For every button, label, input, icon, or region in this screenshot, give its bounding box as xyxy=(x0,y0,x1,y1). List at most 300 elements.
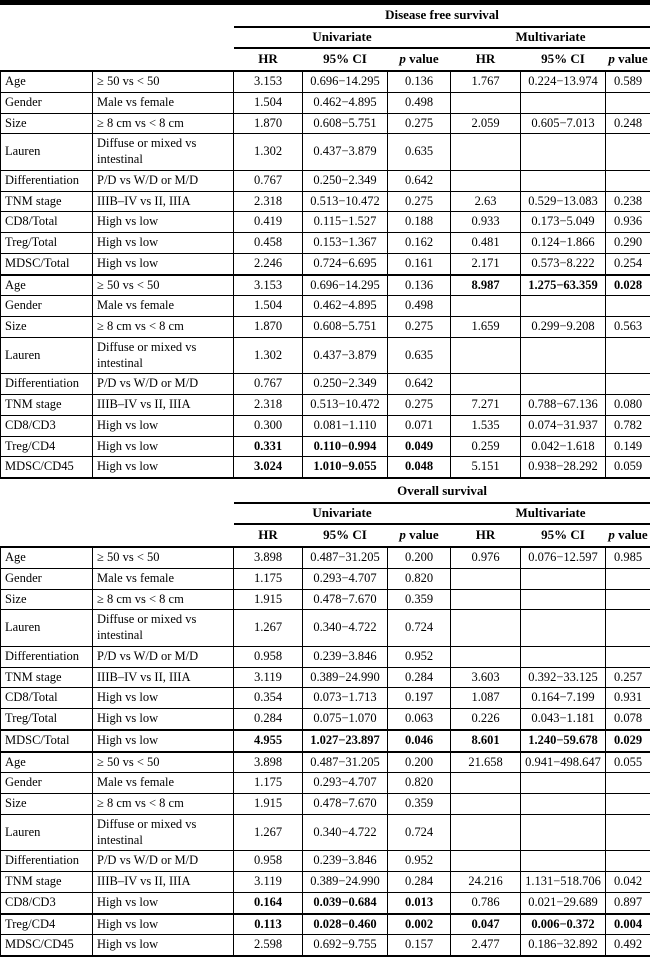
multivariate-ci-cell: 0.042−1.618 xyxy=(521,436,606,457)
univariate-ci-cell: 0.478−7.670 xyxy=(303,794,388,815)
univariate-pvalue-cell: 0.284 xyxy=(388,667,451,688)
univariate-ci-cell: 0.608−5.751 xyxy=(303,317,388,338)
disease-free-survival-table xyxy=(0,5,650,479)
multivariate-ci-cell: 0.529−13.083 xyxy=(521,191,606,212)
header-spacer xyxy=(1,48,234,71)
univariate-ci-cell: 0.153−1.367 xyxy=(303,233,388,254)
univariate-pvalue-cell: 0.952 xyxy=(388,851,451,872)
table-row xyxy=(1,892,650,913)
column-header-row xyxy=(1,524,650,547)
univariate-pvalue-cell: 0.197 xyxy=(388,688,451,709)
univariate-pvalue-cell: 0.002 xyxy=(388,914,451,935)
univariate-ci-cell: 0.513−10.472 xyxy=(303,191,388,212)
factor-cell: Age xyxy=(1,275,93,296)
univariate-pvalue-header xyxy=(388,524,451,547)
table-row xyxy=(1,457,650,478)
multivariate-ci-cell xyxy=(521,296,606,317)
univariate-ci-cell: 0.250−2.349 xyxy=(303,170,388,191)
univariate-ci-cell: 0.724−6.695 xyxy=(303,253,388,274)
multivariate-hr-header: HR xyxy=(451,524,521,547)
univariate-hr-cell: 0.419 xyxy=(234,212,303,233)
multivariate-pvalue-cell: 0.004 xyxy=(606,914,650,935)
header-spacer xyxy=(1,524,234,547)
univariate-hr-cell: 0.958 xyxy=(234,851,303,872)
multivariate-pvalue-cell xyxy=(606,296,650,317)
multivariate-ci-cell: 0.938−28.292 xyxy=(521,457,606,478)
comparison-cell: ≥ 8 cm vs < 8 cm xyxy=(93,317,234,338)
table-row xyxy=(1,191,650,212)
univariate-ci-cell: 0.293−4.707 xyxy=(303,773,388,794)
table-row xyxy=(1,547,650,568)
multivariate-hr-cell xyxy=(451,589,521,610)
factor-cell: Lauren xyxy=(1,134,93,171)
univariate-hr-cell: 1.267 xyxy=(234,610,303,647)
table-row xyxy=(1,667,650,688)
multivariate-hr-cell: 24.216 xyxy=(451,872,521,893)
multivariate-hr-cell: 5.151 xyxy=(451,457,521,478)
univariate-ci-cell: 0.081−1.110 xyxy=(303,415,388,436)
multivariate-hr-cell xyxy=(451,170,521,191)
comparison-cell: ≥ 8 cm vs < 8 cm xyxy=(93,113,234,134)
multivariate-hr-cell: 2.171 xyxy=(451,253,521,274)
multivariate-pvalue-cell: 0.782 xyxy=(606,415,650,436)
univariate-pvalue-cell: 0.642 xyxy=(388,374,451,395)
table-row xyxy=(1,935,650,956)
multivariate-ci-cell xyxy=(521,134,606,171)
column-header-row xyxy=(1,48,650,71)
univariate-pvalue-cell: 0.635 xyxy=(388,134,451,171)
univariate-pvalue-cell: 0.498 xyxy=(388,296,451,317)
multivariate-group-header: Multivariate xyxy=(451,27,650,48)
comparison-cell: High vs low xyxy=(93,436,234,457)
multivariate-pvalue-cell: 0.078 xyxy=(606,709,650,730)
univariate-hr-cell: 1.915 xyxy=(234,589,303,610)
multivariate-ci-header: 95% CI xyxy=(521,524,606,547)
multivariate-hr-cell: 0.976 xyxy=(451,547,521,568)
factor-cell: MDSC/CD45 xyxy=(1,935,93,956)
univariate-ci-cell: 0.692−9.755 xyxy=(303,935,388,956)
table-row xyxy=(1,730,650,752)
univariate-ci-cell: 0.389−24.990 xyxy=(303,872,388,893)
table-row xyxy=(1,170,650,191)
comparison-cell: High vs low xyxy=(93,935,234,956)
multivariate-ci-cell: 0.605−7.013 xyxy=(521,113,606,134)
factor-cell: Gender xyxy=(1,92,93,113)
comparison-cell: IIIB–IV vs II, IIIA xyxy=(93,872,234,893)
comparison-cell: Diffuse or mixed vs intestinal xyxy=(93,337,234,374)
factor-cell: CD8/CD3 xyxy=(1,415,93,436)
factor-cell: TNM stage xyxy=(1,667,93,688)
univariate-ci-cell: 1.010−9.055 xyxy=(303,457,388,478)
p-symbol: p xyxy=(399,51,406,66)
univariate-pvalue-cell: 0.063 xyxy=(388,709,451,730)
p-word: value xyxy=(618,51,648,66)
comparison-cell: High vs low xyxy=(93,914,234,935)
univariate-group-header: Univariate xyxy=(234,27,451,48)
multivariate-pvalue-cell: 0.028 xyxy=(606,275,650,296)
comparison-cell: High vs low xyxy=(93,233,234,254)
table-row xyxy=(1,374,650,395)
univariate-ci-cell: 0.250−2.349 xyxy=(303,374,388,395)
univariate-hr-cell: 3.153 xyxy=(234,71,303,92)
univariate-ci-cell: 0.696−14.295 xyxy=(303,275,388,296)
header-spacer xyxy=(1,503,234,524)
multivariate-ci-cell xyxy=(521,794,606,815)
univariate-ci-cell: 0.487−31.205 xyxy=(303,752,388,773)
comparison-cell: IIIB–IV vs II, IIIA xyxy=(93,667,234,688)
multivariate-ci-cell xyxy=(521,814,606,851)
multivariate-pvalue-header xyxy=(606,48,650,71)
comparison-cell: Diffuse or mixed vs intestinal xyxy=(93,814,234,851)
comparison-cell: Diffuse or mixed vs intestinal xyxy=(93,134,234,171)
factor-cell: Age xyxy=(1,547,93,568)
univariate-hr-cell: 3.024 xyxy=(234,457,303,478)
univariate-pvalue-cell: 0.820 xyxy=(388,568,451,589)
multivariate-hr-cell: 2.477 xyxy=(451,935,521,956)
multivariate-hr-cell: 8.601 xyxy=(451,730,521,752)
p-word: value xyxy=(409,51,439,66)
comparison-cell: IIIB–IV vs II, IIIA xyxy=(93,395,234,416)
multivariate-hr-cell xyxy=(451,296,521,317)
table-row xyxy=(1,92,650,113)
comparison-cell: ≥ 8 cm vs < 8 cm xyxy=(93,794,234,815)
factor-cell: MDSC/Total xyxy=(1,730,93,752)
univariate-pvalue-cell: 0.275 xyxy=(388,113,451,134)
univariate-hr-cell: 1.870 xyxy=(234,317,303,338)
univariate-pvalue-cell: 0.642 xyxy=(388,170,451,191)
comparison-cell: ≥ 50 vs < 50 xyxy=(93,547,234,568)
univariate-hr-cell: 0.354 xyxy=(234,688,303,709)
multivariate-ci-cell xyxy=(521,646,606,667)
univariate-pvalue-cell: 0.284 xyxy=(388,872,451,893)
factor-cell: Lauren xyxy=(1,337,93,374)
table-row xyxy=(1,794,650,815)
multivariate-hr-header: HR xyxy=(451,48,521,71)
univariate-pvalue-cell: 0.188 xyxy=(388,212,451,233)
table-row xyxy=(1,317,650,338)
table-row xyxy=(1,337,650,374)
univariate-hr-cell: 2.318 xyxy=(234,395,303,416)
p-symbol: p xyxy=(608,51,615,66)
disease-free-survival-body xyxy=(1,71,650,478)
comparison-cell: ≥ 50 vs < 50 xyxy=(93,752,234,773)
univariate-pvalue-cell: 0.275 xyxy=(388,191,451,212)
factor-cell: Lauren xyxy=(1,610,93,647)
header-spacer xyxy=(1,5,234,27)
multivariate-hr-cell xyxy=(451,374,521,395)
header-spacer xyxy=(1,481,234,503)
table-title-row xyxy=(1,5,650,27)
multivariate-ci-cell: 0.006−0.372 xyxy=(521,914,606,935)
univariate-hr-cell: 1.504 xyxy=(234,296,303,317)
multivariate-hr-cell: 8.987 xyxy=(451,275,521,296)
multivariate-ci-cell: 0.299−9.208 xyxy=(521,317,606,338)
table-row xyxy=(1,814,650,851)
univariate-ci-cell: 0.340−4.722 xyxy=(303,610,388,647)
univariate-ci-cell: 0.075−1.070 xyxy=(303,709,388,730)
comparison-cell: Diffuse or mixed vs intestinal xyxy=(93,610,234,647)
comparison-cell: High vs low xyxy=(93,253,234,274)
univariate-ci-cell: 0.696−14.295 xyxy=(303,71,388,92)
factor-cell: MDSC/Total xyxy=(1,253,93,274)
multivariate-ci-cell: 1.131−518.706 xyxy=(521,872,606,893)
header-spacer xyxy=(1,27,234,48)
multivariate-pvalue-cell: 0.492 xyxy=(606,935,650,956)
univariate-hr-cell: 3.153 xyxy=(234,275,303,296)
multivariate-ci-cell xyxy=(521,773,606,794)
factor-cell: MDSC/CD45 xyxy=(1,457,93,478)
univariate-hr-cell: 1.175 xyxy=(234,773,303,794)
multivariate-pvalue-cell xyxy=(606,92,650,113)
factor-cell: Differentiation xyxy=(1,170,93,191)
univariate-hr-cell: 1.504 xyxy=(234,92,303,113)
univariate-pvalue-cell: 0.013 xyxy=(388,892,451,913)
multivariate-pvalue-cell xyxy=(606,773,650,794)
multivariate-pvalue-cell: 0.589 xyxy=(606,71,650,92)
multivariate-ci-cell xyxy=(521,568,606,589)
multivariate-hr-cell: 0.481 xyxy=(451,233,521,254)
comparison-cell: P/D vs W/D or M/D xyxy=(93,170,234,191)
univariate-ci-cell: 0.239−3.846 xyxy=(303,646,388,667)
table-row xyxy=(1,212,650,233)
factor-cell: Size xyxy=(1,794,93,815)
table-row xyxy=(1,233,650,254)
multivariate-pvalue-cell xyxy=(606,646,650,667)
univariate-hr-header: HR xyxy=(234,48,303,71)
multivariate-pvalue-cell: 0.254 xyxy=(606,253,650,274)
univariate-hr-cell: 0.767 xyxy=(234,170,303,191)
table-row xyxy=(1,773,650,794)
table-row xyxy=(1,134,650,171)
univariate-hr-cell: 1.267 xyxy=(234,814,303,851)
multivariate-hr-cell: 1.767 xyxy=(451,71,521,92)
factor-cell: Treg/CD4 xyxy=(1,436,93,457)
comparison-cell: P/D vs W/D or M/D xyxy=(93,374,234,395)
factor-cell: CD8/CD3 xyxy=(1,892,93,913)
multivariate-hr-cell xyxy=(451,773,521,794)
univariate-hr-cell: 2.246 xyxy=(234,253,303,274)
comparison-cell: High vs low xyxy=(93,688,234,709)
multivariate-hr-cell xyxy=(451,337,521,374)
univariate-hr-cell: 3.119 xyxy=(234,667,303,688)
univariate-hr-cell: 0.284 xyxy=(234,709,303,730)
factor-cell: Size xyxy=(1,589,93,610)
factor-cell: CD8/Total xyxy=(1,212,93,233)
univariate-hr-cell: 0.164 xyxy=(234,892,303,913)
factor-cell: Age xyxy=(1,71,93,92)
factor-cell: Gender xyxy=(1,568,93,589)
comparison-cell: ≥ 8 cm vs < 8 cm xyxy=(93,589,234,610)
factor-cell: TNM stage xyxy=(1,395,93,416)
univariate-pvalue-cell: 0.161 xyxy=(388,253,451,274)
multivariate-ci-cell: 0.164−7.199 xyxy=(521,688,606,709)
multivariate-pvalue-cell: 0.042 xyxy=(606,872,650,893)
multivariate-ci-cell xyxy=(521,610,606,647)
univariate-ci-cell: 0.073−1.713 xyxy=(303,688,388,709)
univariate-ci-cell: 0.513−10.472 xyxy=(303,395,388,416)
factor-cell: CD8/Total xyxy=(1,688,93,709)
table-row xyxy=(1,395,650,416)
multivariate-hr-cell: 1.659 xyxy=(451,317,521,338)
multivariate-hr-cell xyxy=(451,646,521,667)
univariate-hr-cell: 1.302 xyxy=(234,337,303,374)
univariate-ci-cell: 1.027−23.897 xyxy=(303,730,388,752)
univariate-ci-cell: 0.115−1.527 xyxy=(303,212,388,233)
univariate-pvalue-cell: 0.359 xyxy=(388,589,451,610)
univariate-pvalue-cell: 0.200 xyxy=(388,752,451,773)
table-row xyxy=(1,589,650,610)
multivariate-hr-cell: 21.658 xyxy=(451,752,521,773)
multivariate-pvalue-cell: 0.080 xyxy=(606,395,650,416)
univariate-pvalue-cell: 0.275 xyxy=(388,395,451,416)
univariate-hr-cell: 0.331 xyxy=(234,436,303,457)
univariate-ci-cell: 0.039−0.684 xyxy=(303,892,388,913)
univariate-hr-cell: 0.458 xyxy=(234,233,303,254)
multivariate-ci-cell xyxy=(521,851,606,872)
univariate-ci-cell: 0.608−5.751 xyxy=(303,113,388,134)
univariate-hr-cell: 1.175 xyxy=(234,568,303,589)
univariate-pvalue-cell: 0.635 xyxy=(388,337,451,374)
multivariate-pvalue-cell: 0.985 xyxy=(606,547,650,568)
comparison-cell: High vs low xyxy=(93,709,234,730)
univariate-pvalue-cell: 0.952 xyxy=(388,646,451,667)
multivariate-pvalue-cell xyxy=(606,589,650,610)
comparison-cell: High vs low xyxy=(93,415,234,436)
multivariate-pvalue-cell: 0.563 xyxy=(606,317,650,338)
disease-free-survival-header xyxy=(1,5,650,71)
factor-cell: Differentiation xyxy=(1,851,93,872)
table-row xyxy=(1,253,650,274)
p-symbol: p xyxy=(608,527,615,542)
table-row xyxy=(1,568,650,589)
multivariate-ci-cell: 0.021−29.689 xyxy=(521,892,606,913)
multivariate-pvalue-cell: 0.897 xyxy=(606,892,650,913)
univariate-ci-cell: 0.437−3.879 xyxy=(303,337,388,374)
comparison-cell: P/D vs W/D or M/D xyxy=(93,851,234,872)
univariate-pvalue-cell: 0.200 xyxy=(388,547,451,568)
univariate-hr-cell: 3.898 xyxy=(234,752,303,773)
factor-cell: Differentiation xyxy=(1,646,93,667)
multivariate-pvalue-cell: 0.248 xyxy=(606,113,650,134)
univariate-pvalue-cell: 0.724 xyxy=(388,814,451,851)
univariate-pvalue-cell: 0.046 xyxy=(388,730,451,752)
univariate-hr-cell: 4.955 xyxy=(234,730,303,752)
multivariate-ci-cell: 0.941−498.647 xyxy=(521,752,606,773)
table-title-row xyxy=(1,481,650,503)
univariate-hr-cell: 0.300 xyxy=(234,415,303,436)
multivariate-hr-cell: 0.047 xyxy=(451,914,521,935)
multivariate-pvalue-cell: 0.290 xyxy=(606,233,650,254)
univariate-group-header: Univariate xyxy=(234,503,451,524)
univariate-ci-cell: 0.239−3.846 xyxy=(303,851,388,872)
multivariate-pvalue-cell xyxy=(606,134,650,171)
multivariate-pvalue-cell: 0.029 xyxy=(606,730,650,752)
factor-cell: TNM stage xyxy=(1,191,93,212)
factor-cell: Age xyxy=(1,752,93,773)
univariate-ci-cell: 0.110−0.994 xyxy=(303,436,388,457)
multivariate-ci-cell: 0.573−8.222 xyxy=(521,253,606,274)
multivariate-ci-cell: 0.074−31.937 xyxy=(521,415,606,436)
table-row xyxy=(1,296,650,317)
table-row xyxy=(1,71,650,92)
multivariate-hr-cell: 0.786 xyxy=(451,892,521,913)
multivariate-pvalue-header xyxy=(606,524,650,547)
multivariate-ci-cell: 0.788−67.136 xyxy=(521,395,606,416)
multivariate-ci-cell: 1.275−63.359 xyxy=(521,275,606,296)
univariate-hr-cell: 3.898 xyxy=(234,547,303,568)
multivariate-pvalue-cell xyxy=(606,794,650,815)
univariate-hr-cell: 1.870 xyxy=(234,113,303,134)
multivariate-ci-cell xyxy=(521,170,606,191)
comparison-cell: ≥ 50 vs < 50 xyxy=(93,71,234,92)
multivariate-pvalue-cell xyxy=(606,814,650,851)
multivariate-hr-cell xyxy=(451,92,521,113)
multivariate-pvalue-cell: 0.936 xyxy=(606,212,650,233)
univariate-ci-cell: 0.389−24.990 xyxy=(303,667,388,688)
factor-cell: Treg/Total xyxy=(1,709,93,730)
table-title: Overall survival xyxy=(234,481,650,503)
table-row xyxy=(1,709,650,730)
table-row xyxy=(1,872,650,893)
factor-cell: Treg/Total xyxy=(1,233,93,254)
multivariate-hr-cell: 1.535 xyxy=(451,415,521,436)
multivariate-ci-cell: 0.186−32.892 xyxy=(521,935,606,956)
univariate-ci-cell: 0.462−4.895 xyxy=(303,92,388,113)
univariate-ci-cell: 0.478−7.670 xyxy=(303,589,388,610)
univariate-hr-cell: 1.302 xyxy=(234,134,303,171)
table-row xyxy=(1,688,650,709)
multivariate-ci-cell: 0.043−1.181 xyxy=(521,709,606,730)
multivariate-ci-header: 95% CI xyxy=(521,48,606,71)
univariate-hr-cell: 1.915 xyxy=(234,794,303,815)
multivariate-hr-cell: 0.226 xyxy=(451,709,521,730)
univariate-hr-cell: 2.318 xyxy=(234,191,303,212)
univariate-ci-header: 95% CI xyxy=(303,48,388,71)
univariate-pvalue-cell: 0.162 xyxy=(388,233,451,254)
multivariate-ci-cell xyxy=(521,374,606,395)
factor-cell: Gender xyxy=(1,296,93,317)
univariate-ci-cell: 0.487−31.205 xyxy=(303,547,388,568)
univariate-hr-cell: 0.767 xyxy=(234,374,303,395)
table-row xyxy=(1,436,650,457)
table-title: Disease free survival xyxy=(234,5,650,27)
table-row xyxy=(1,646,650,667)
univariate-pvalue-cell: 0.071 xyxy=(388,415,451,436)
multivariate-pvalue-cell xyxy=(606,374,650,395)
multivariate-hr-cell: 7.271 xyxy=(451,395,521,416)
univariate-pvalue-cell: 0.048 xyxy=(388,457,451,478)
factor-cell: Lauren xyxy=(1,814,93,851)
comparison-cell: Male vs female xyxy=(93,568,234,589)
univariate-pvalue-cell: 0.136 xyxy=(388,275,451,296)
univariate-ci-cell: 0.293−4.707 xyxy=(303,568,388,589)
table-row xyxy=(1,610,650,647)
multivariate-pvalue-cell xyxy=(606,170,650,191)
overall-survival-body xyxy=(1,547,650,956)
univariate-hr-cell: 2.598 xyxy=(234,935,303,956)
comparison-cell: IIIB–IV vs II, IIIA xyxy=(93,191,234,212)
multivariate-pvalue-cell: 0.059 xyxy=(606,457,650,478)
multivariate-hr-cell: 0.933 xyxy=(451,212,521,233)
factor-cell: TNM stage xyxy=(1,872,93,893)
comparison-cell: High vs low xyxy=(93,212,234,233)
multivariate-pvalue-cell xyxy=(606,337,650,374)
multivariate-pvalue-cell: 0.238 xyxy=(606,191,650,212)
univariate-pvalue-cell: 0.136 xyxy=(388,71,451,92)
univariate-pvalue-cell: 0.498 xyxy=(388,92,451,113)
p-word: value xyxy=(409,527,439,542)
univariate-pvalue-header xyxy=(388,48,451,71)
